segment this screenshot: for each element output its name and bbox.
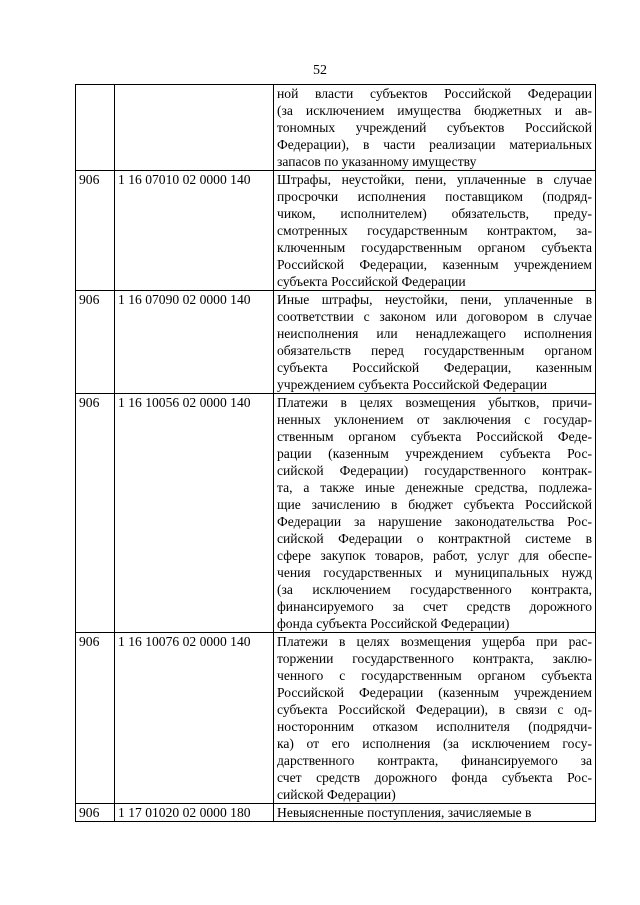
- income-name-line: ной власти субъектов Российской Федерации: [277, 86, 592, 101]
- income-name-cell: [274, 633, 596, 804]
- income-name-line: ка) от его исполнения (за исключением госу-: [277, 736, 592, 751]
- income-name-line: Платежи в целях возмещения ущерба при рас-: [277, 634, 592, 649]
- income-name-line: та, а также иные денежные средства, подлежа-: [277, 480, 592, 495]
- income-name-line: тономных учреждений субъектов Российской: [277, 120, 592, 135]
- table-row: [76, 394, 596, 633]
- income-name-line: сийской Федерации): [277, 787, 396, 802]
- income-name-line: Штрафы, неустойки, пени, уплаченные в случае: [277, 172, 592, 187]
- income-name-line: просрочки исполнения поставщиком (подряд-: [277, 189, 592, 204]
- admin-code-cell: [76, 291, 115, 394]
- income-name-line: обязательств перед государственным органом: [277, 343, 592, 358]
- income-name-line: Российской Федерации (казенным учреждением: [277, 685, 592, 700]
- income-code-cell: [115, 171, 274, 291]
- income-name-line: рации (казенным учреждением субъекта Рос-: [277, 446, 592, 461]
- income-name-line: финансируемого за счет средств дорожного: [277, 599, 592, 614]
- income-code: 1 16 10056 02 0000 140: [118, 395, 251, 410]
- income-name-line: ченного с государственным органом субъекта: [277, 668, 592, 683]
- income-code-cell: [115, 804, 274, 822]
- table-row: [76, 633, 596, 804]
- income-name-line: сийской Федерации о контрактной системе в: [277, 531, 592, 546]
- income-name-line: чиком, исполнителем) обязательств, преду-: [277, 206, 592, 221]
- income-name-cell: [274, 85, 596, 171]
- income-name-line: субъекта Российской Федерации: [277, 274, 466, 289]
- admin-code-cell: [76, 633, 115, 804]
- income-name-line: ственным органом субъекта Российской Феде-: [277, 429, 592, 444]
- income-name-line: Российской Федерации, казенным учреждением: [277, 257, 592, 272]
- income-name-line: (за исключением государственного контракта,: [277, 582, 592, 597]
- income-name-line: соответствии с законом или договором в случае: [277, 309, 592, 324]
- income-name-line: сфере закупок товаров, работ, услуг для обеспе-: [277, 548, 592, 563]
- income-name-line: учреждением субъекта Российской Федерации: [277, 377, 548, 392]
- income-name-line: фонда субъекта Российской Федерации): [277, 616, 510, 631]
- income-name-line: Платежи в целях возмещения убытков, причи-: [277, 395, 592, 410]
- income-name-line: субъекта Российской Федерации, казенным: [277, 360, 592, 375]
- income-name-line: смотренных государственным контрактом, за-: [277, 223, 592, 238]
- table-row: [76, 85, 596, 171]
- admin-code-cell: [76, 85, 115, 171]
- admin-code-cell: [76, 394, 115, 633]
- income-name-line: неисполнения или ненадлежащего исполнения: [277, 326, 592, 341]
- income-name-line: (за исключением имущества бюджетных и ав-: [277, 103, 592, 118]
- income-name-line: щие зачислению в бюджет субъекта Российской: [277, 497, 592, 512]
- admin-code: 906: [79, 805, 100, 820]
- income-name-line: торжении государственного контракта, заклю-: [277, 651, 592, 666]
- budget-classification-table: [75, 84, 596, 822]
- income-code: 1 16 07090 02 0000 140: [118, 292, 251, 307]
- income-name-line: носторонним отказом исполнителя (подрядчи-: [277, 719, 592, 734]
- income-code: 1 16 07010 02 0000 140: [118, 172, 251, 187]
- income-name-line: Иные штрафы, неустойки, пени, уплаченные в: [277, 292, 592, 307]
- income-name-cell: [274, 171, 596, 291]
- income-code-cell: [115, 394, 274, 633]
- income-name-line: ненных уклонением от заключения с государ-: [277, 412, 592, 427]
- income-name-line: Невыясненные поступления, зачисляемые в: [277, 805, 532, 820]
- table-row: [76, 291, 596, 394]
- income-name-cell: [274, 291, 596, 394]
- admin-code: 906: [79, 634, 100, 649]
- income-code-cell: [115, 291, 274, 394]
- income-code-cell: [115, 633, 274, 804]
- income-name-line: Федерации за нарушение законодательства Рос-: [277, 514, 592, 529]
- table-row: [76, 804, 596, 822]
- admin-code: 906: [79, 395, 100, 410]
- admin-code-cell: [76, 804, 115, 822]
- admin-code: 906: [79, 292, 100, 307]
- admin-code: 906: [79, 172, 100, 187]
- income-name-cell: [274, 804, 596, 822]
- income-name-line: счет средств дорожного фонда субъекта Рос-: [277, 770, 592, 785]
- income-name-line: запасов по указанному имуществу: [277, 154, 477, 169]
- income-name-line: дарственного контракта, финансируемого за: [277, 753, 592, 768]
- income-name-line: чения государственных и муниципальных нужд: [277, 565, 592, 580]
- income-name-line: сийской Федерации) государственного контрак-: [277, 463, 592, 478]
- income-name-cell: [274, 394, 596, 633]
- page-number: 52: [313, 63, 327, 78]
- income-name-line: Федерации), в части реализации материальных: [277, 137, 592, 152]
- income-name-line: ключенным государственным органом субъекта: [277, 240, 592, 255]
- income-code-cell: [115, 85, 274, 171]
- income-name-line: субъекта Российской Федерации), в связи с од-: [277, 702, 592, 717]
- table-body: [76, 85, 596, 822]
- income-code: 1 17 01020 02 0000 180: [118, 805, 251, 820]
- table-row: [76, 171, 596, 291]
- admin-code-cell: [76, 171, 115, 291]
- income-code: 1 16 10076 02 0000 140: [118, 634, 251, 649]
